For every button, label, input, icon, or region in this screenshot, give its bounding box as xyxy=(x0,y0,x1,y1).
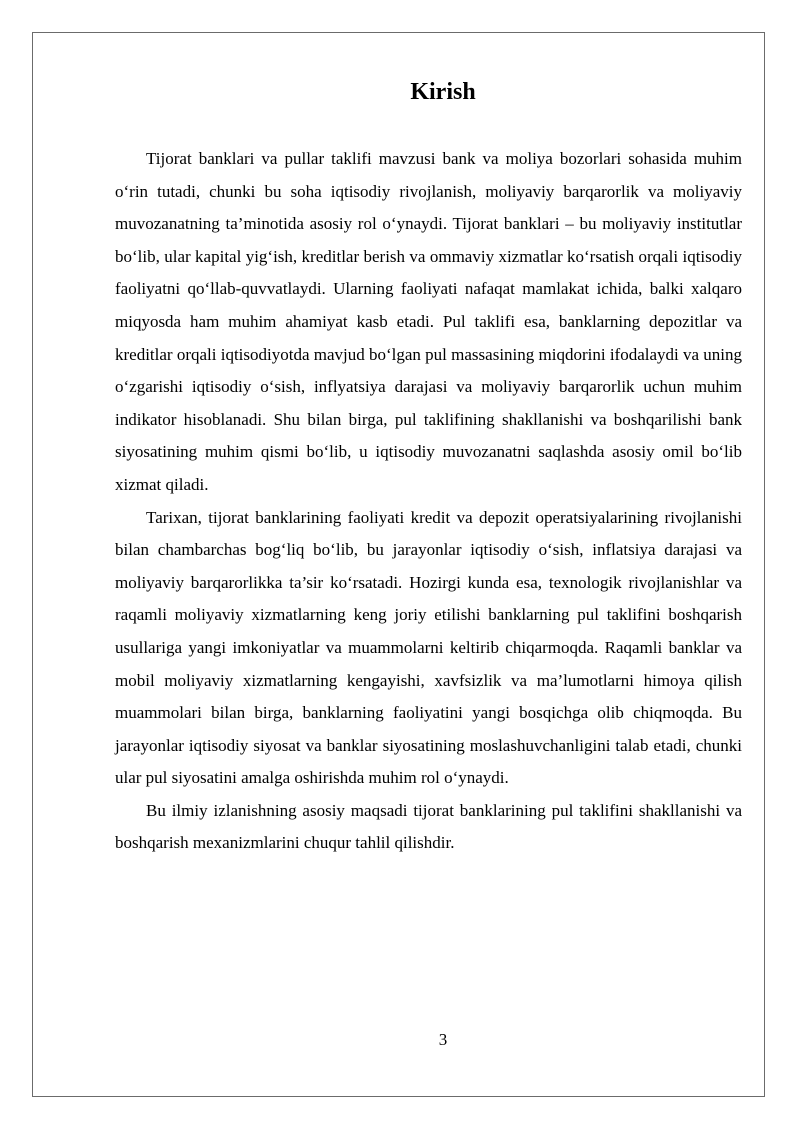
document-body xyxy=(115,143,742,860)
page-title: Kirish xyxy=(410,79,476,105)
paragraph-2: Tarixan, tijorat banklarining faoliyati kredit va depozit operatsiyalarining rivojlanishi bilan chambarchas bog‘liq bo‘lib, bu jarayonlar iqtisodiy o‘sish, inflatsiya darajasi va moliyaviy barqarorlikka ta’sir ko‘rsatadi. Hozirgi kunda esa, texnologik rivojlanishlar va raqamli moliyaviy xizmatlarning keng joriy etilishi banklarning pul taklifini boshqarish usullariga yangi imkoniyatlar va muammolarni keltirib chiqarmoqda. Raqamli banklar va mobil moliyaviy xizmatlarning kengayishi, xavfsizlik va ma’lumotlarni himoya qilish muammolari bilan birga, banklarning faoliyatini yangi bosqichga olib chiqmoqda. Bu jarayonlar iqtisodiy siyosat va banklar siyosatining moslashuvchanligini talab etadi, chunki ular pul siyosatini amalga oshirishda muhim rol o‘ynaydi. xyxy=(115,507,742,788)
page-number: 3 xyxy=(438,1030,448,1049)
paragraph-1: Tijorat banklari va pullar taklifi mavzusi bank va moliya bozorlari sohasida muhim o‘rin tutadi, chunki bu soha iqtisodiy rivojlanish, moliyaviy barqarorlik va moliyaviy muvozanatning ta’minotida asosiy rol o‘ynaydi. Tijorat banklari – bu moliyaviy institutlar bo‘lib, ular kapital yig‘ish, kreditlar berish va ommaviy xizmatlar ko‘rsatish orqali iqtisodiy faoliyatni qo‘llab-quvvatlaydi. Ularning faoliyati nafaqat mamlakat ichida, balki xalqaro miqyosda ham muhim ahamiyat kasb etadi. Pul taklifi esa, banklarning depozitlar va kreditlar orqali iqtisodiyotda mavjud bo‘lgan pul massasining miqdorini ifodalaydi va uning o‘zgarishi iqtisodiy o‘sish, inflyatsiya darajasi va moliyaviy barqarorlik uchun muhim indikator hisoblanadi. Shu bilan birga, pul taklifining shakllanishi va boshqarilishi bank siyosatining muhim qismi bo‘lib, u iqtisodiy muvozanatni saqlashda asosiy omil bo‘lib xizmat qiladi. xyxy=(115,149,743,494)
paragraph-3: Bu ilmiy izlanishning asosiy maqsadi tijorat banklarining pul taklifini shakllanishi va boshqarish mexanizmlarini chuqur tahlil qilishdir. xyxy=(115,800,742,853)
